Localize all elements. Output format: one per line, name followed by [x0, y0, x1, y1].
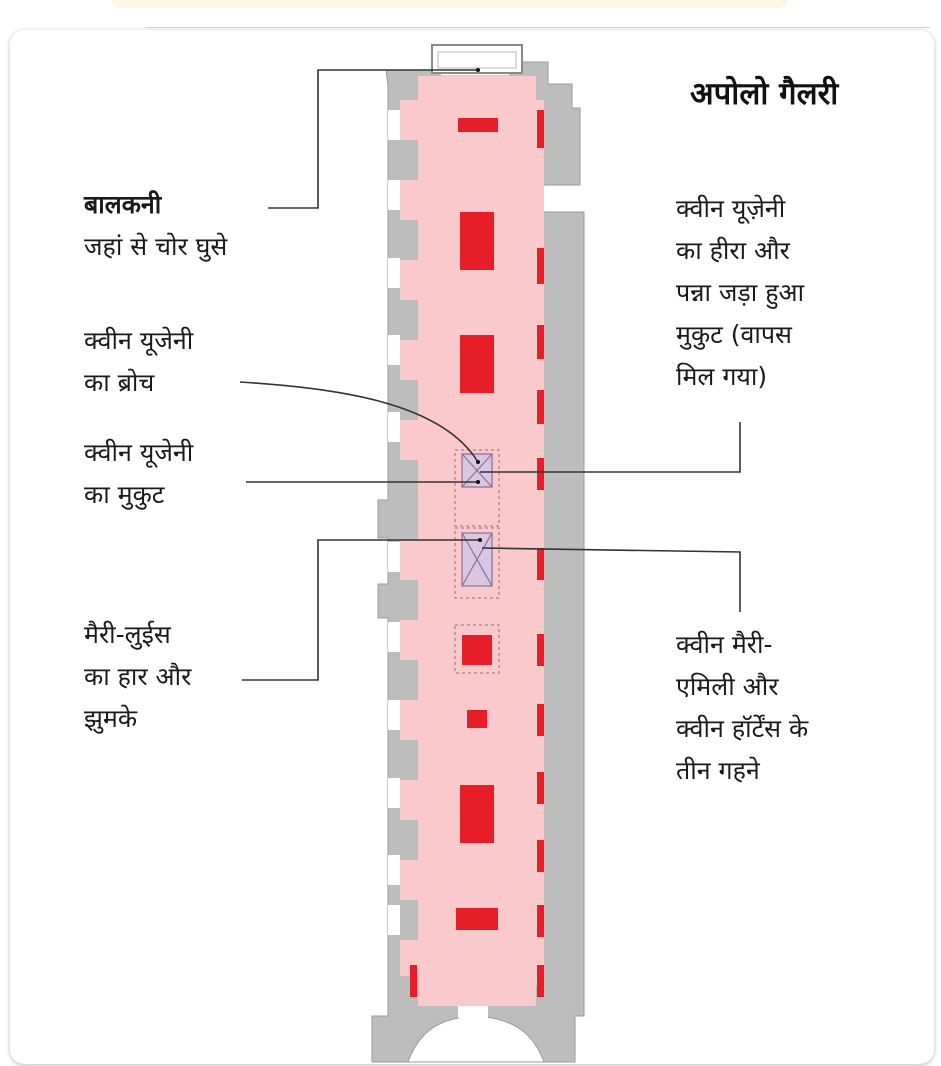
three-jewels-label	[676, 624, 808, 792]
crown-line-2: का मुकुट	[84, 480, 165, 509]
brooch-line-2: का ब्रोच	[84, 368, 155, 397]
crown-label	[84, 432, 193, 516]
gallery-title: अपोलो गैलरी	[690, 76, 839, 112]
marie-louise-line-2: का हार और	[84, 662, 192, 691]
balcony-label	[84, 184, 227, 268]
brooch-line-1: क्वीन यूजेनी	[84, 326, 194, 355]
eugenie-tiara-line-3: पन्ना जड़ा हुआ	[676, 278, 805, 307]
three-jewels-line-1: क्वीन मैरी-	[676, 630, 773, 659]
eugenie-tiara-line-1: क्वीन यूज़ेनी	[676, 194, 786, 223]
marie-louise-label	[84, 614, 191, 740]
three-jewels-line-4: तीन गहने	[676, 756, 760, 785]
marie-louise-line-1: मैरी-लुईस	[84, 620, 171, 649]
marie-louise-line-3: झुमके	[84, 704, 138, 733]
targeted-case-bottom	[462, 533, 492, 586]
eugenie-tiara-line-5: मिल गया)	[676, 362, 768, 391]
eugenie-tiara-line-2: का हीरा और	[676, 236, 790, 265]
three-jewels-line-3: क्वीन हॉर्टेंस के	[676, 714, 809, 743]
balcony-subtitle: जहां से चोर घुसे	[84, 232, 228, 261]
eugenie-tiara-label	[676, 188, 804, 398]
crown-line-1: क्वीन यूजेनी	[84, 438, 194, 467]
balcony-title: बालकनी	[84, 190, 162, 219]
three-jewels-line-2: एमिली और	[676, 672, 779, 701]
eugenie-tiara-line-4: मुकुट (वापस	[676, 320, 792, 349]
brooch-label	[84, 320, 193, 404]
